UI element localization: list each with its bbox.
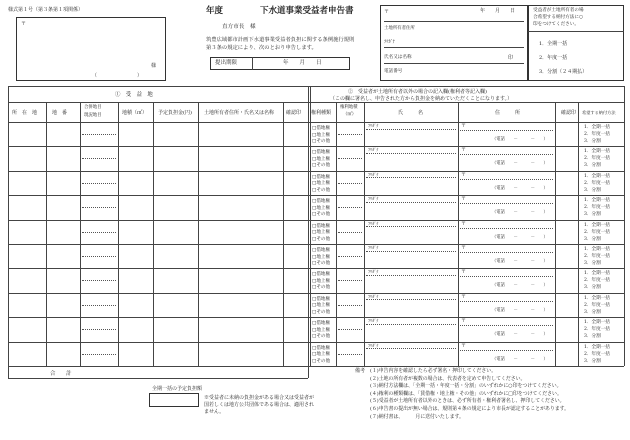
- col-location: 所 在 地: [12, 110, 38, 116]
- row-payment-option-1[interactable]: 1．全期一括: [584, 125, 610, 130]
- right-type-surface-checkbox[interactable]: □地上権: [312, 278, 331, 284]
- form-number: 様式第１号（第３条第１項関係）: [8, 7, 84, 13]
- row-payment-option-1[interactable]: 1．全期一括: [584, 295, 610, 301]
- col-area: 地積（㎡）: [122, 110, 148, 116]
- bulk-note-1: ※受益者に未納の負担金がある場合又は受益者が: [204, 395, 315, 401]
- row-payment-option-1[interactable]: 1．全期一括: [584, 198, 610, 204]
- right-type-other-checkbox[interactable]: □その他: [312, 212, 331, 218]
- row-postal-mark: 〒: [461, 342, 467, 349]
- table-row[interactable]: [8, 171, 624, 172]
- right-type-surface-checkbox[interactable]: □地上権: [312, 132, 331, 138]
- row-payment-option-3[interactable]: 3．分割: [584, 261, 601, 266]
- right-type-leasehold-checkbox[interactable]: □借地権: [312, 272, 331, 278]
- right-type-surface-checkbox[interactable]: □地上権: [312, 303, 331, 309]
- name-label: 氏名又は名称: [384, 55, 412, 60]
- note-line: (５)受益者が土地所有者以外のときは、必ず所有者・権利者署名し、押印してください。: [370, 398, 565, 405]
- row-furigana[interactable]: ﾌﾘｶﾞﾅ: [368, 220, 379, 226]
- right-type-leasehold-checkbox[interactable]: □借地権: [312, 321, 331, 327]
- table-row[interactable]: [8, 317, 624, 318]
- address-honorific: 様: [151, 63, 157, 69]
- right-type-leasehold-checkbox[interactable]: □借地権: [312, 345, 331, 351]
- note-line: (４)権利の種類欄は、「賃借権・地上権・その他」のいずれかに□印をつけてください。: [370, 390, 562, 397]
- owner-address-label: 土地所有者住所: [384, 26, 415, 31]
- title-year: 年度: [206, 6, 224, 16]
- row-phone[interactable]: （電話 － － ）: [492, 283, 548, 289]
- row-payment-option-2[interactable]: 2．年度一括: [584, 254, 610, 259]
- row-postal-mark: 〒: [461, 171, 467, 178]
- right-type-leasehold-checkbox[interactable]: □借地権: [312, 174, 331, 180]
- note-line: (３)納付方法欄は、「全期一括・年度一括・分割」のいずれかに○印をつけてください。: [370, 383, 562, 390]
- totals-label: 合 計: [50, 371, 72, 377]
- right-type-leasehold-checkbox[interactable]: □借地権: [312, 199, 331, 205]
- body-line-2: 第３条の規定により、次のとおり申告します。: [206, 45, 317, 51]
- right-type-surface-checkbox[interactable]: □地上権: [312, 230, 331, 236]
- right-type-leasehold-checkbox[interactable]: □借地権: [312, 126, 331, 131]
- applicant-postal-mark: 〒: [384, 9, 390, 15]
- row-postal-mark: 〒: [461, 318, 467, 325]
- row-furigana[interactable]: ﾌﾘｶﾞﾅ: [368, 342, 379, 348]
- row-payment-option-1[interactable]: 1．全期一括: [584, 149, 610, 155]
- payment-note-3: 印をつけてください。: [533, 22, 579, 27]
- row-payment-option-1[interactable]: 1．全期一括: [584, 222, 610, 228]
- col-owner: 土地所有者住所・氏名又は名称: [204, 110, 275, 116]
- deadline-label: 提出期限: [215, 60, 238, 66]
- row-phone[interactable]: （電話 － － ）: [492, 234, 548, 240]
- row-payment-option-2[interactable]: 2．年度一括: [584, 229, 610, 235]
- right-type-other-checkbox[interactable]: □その他: [312, 309, 331, 315]
- address-postal-mark: 〒: [21, 21, 27, 27]
- table-row[interactable]: [8, 146, 624, 147]
- form-title: 下水道事業受益者申告書: [260, 6, 354, 16]
- row-payment-option-2[interactable]: 2．年度一括: [584, 278, 610, 284]
- table-row[interactable]: [8, 244, 624, 245]
- col-planned-charge: 予定負担金(円): [158, 110, 192, 116]
- table-row[interactable]: [8, 268, 624, 269]
- bulk-note-3: ません。: [204, 409, 225, 415]
- col-land-new: 現況地目: [84, 113, 102, 118]
- row-payment-option-3[interactable]: 3．分割: [584, 236, 601, 242]
- row-furigana[interactable]: ﾌﾘｶﾞﾅ: [368, 269, 379, 275]
- row-payment-option-2[interactable]: 2．年度一括: [584, 132, 610, 137]
- row-payment-option-3[interactable]: 3．分割: [584, 285, 601, 291]
- right-type-surface-checkbox[interactable]: □地上権: [312, 254, 331, 260]
- row-furigana[interactable]: ﾌﾘｶﾞﾅ: [368, 245, 379, 250]
- row-furigana[interactable]: ﾌﾘｶﾞﾅ: [368, 123, 379, 128]
- right-type-leasehold-checkbox[interactable]: □借地権: [312, 223, 331, 229]
- row-furigana[interactable]: ﾌﾘｶﾞﾅ: [368, 171, 379, 177]
- section1-header: ① 受 益 地: [115, 92, 153, 98]
- right-type-surface-checkbox[interactable]: □地上権: [312, 352, 331, 358]
- payment-option-2[interactable]: 2．年度一括: [539, 55, 568, 61]
- col-payment: 希望する納付方法: [582, 110, 616, 115]
- note-line: (２)土地の所有者が複数の場合は、代表者を定めて申告してください。: [370, 375, 526, 382]
- applicant-furigana[interactable]: ﾌﾘｶﾞﾅ: [384, 40, 395, 45]
- row-phone[interactable]: （電話 － － ）: [492, 185, 548, 191]
- right-type-other-checkbox[interactable]: □その他: [312, 334, 331, 340]
- col-right-area-2: （㎡）: [343, 112, 357, 117]
- note-line: (１)申告内容を確認したら必ず署名・押印してください。: [370, 368, 497, 374]
- table-row[interactable]: [8, 342, 624, 343]
- row-postal-mark: 〒: [461, 293, 467, 300]
- row-postal-mark: 〒: [461, 245, 467, 251]
- right-type-other-checkbox[interactable]: □その他: [312, 358, 331, 364]
- row-furigana[interactable]: ﾌﾘｶﾞﾅ: [368, 196, 379, 202]
- row-payment-option-2[interactable]: 2．年度一括: [584, 156, 610, 162]
- col-name: 氏 名: [398, 110, 424, 116]
- table-row[interactable]: [8, 293, 624, 294]
- row-phone[interactable]: （電話 － － ）: [492, 161, 548, 167]
- table-row[interactable]: [8, 220, 624, 221]
- right-type-other-checkbox[interactable]: □その他: [312, 236, 331, 242]
- application-date[interactable]: 年 月 日: [480, 8, 516, 14]
- address-paren: （ ）: [92, 73, 143, 79]
- row-payment-option-3[interactable]: 3．分割: [584, 358, 601, 364]
- row-payment-option-1[interactable]: 1．全期一括: [584, 320, 610, 326]
- note-line: (６)申告書の提出が無い場合は、規則第４条の規定により市長が認定することがあります。: [370, 406, 570, 412]
- notes-heading: 備考: [355, 368, 366, 374]
- col-row-confirm: 確認印: [561, 110, 577, 116]
- row-payment-option-3[interactable]: 3．分割: [584, 139, 601, 144]
- bulk-label: 全期一括の予定負担額: [152, 386, 203, 392]
- row-furigana[interactable]: ﾌﾘｶﾞﾅ: [368, 147, 379, 153]
- right-type-leasehold-checkbox[interactable]: □借地権: [312, 296, 331, 302]
- row-furigana[interactable]: ﾌﾘｶﾞﾅ: [368, 293, 379, 299]
- payment-note-2: 合希望する納付方法に○: [533, 15, 583, 20]
- row-payment-option-2[interactable]: 2．年度一括: [584, 351, 610, 357]
- right-type-leasehold-checkbox[interactable]: □借地権: [312, 248, 331, 253]
- right-type-other-checkbox[interactable]: □その他: [312, 187, 331, 193]
- row-furigana[interactable]: ﾌﾘｶﾞﾅ: [368, 318, 379, 324]
- row-payment-option-1[interactable]: 1．全期一括: [584, 344, 610, 350]
- bulk-note-2: 国若しくは地方公共団体である場合は、適用され: [204, 402, 315, 408]
- right-type-other-checkbox[interactable]: □その他: [312, 261, 331, 266]
- row-phone[interactable]: （電話 － － ）: [492, 210, 548, 216]
- right-type-leasehold-checkbox[interactable]: □借地権: [312, 150, 331, 156]
- row-phone[interactable]: （電話 － － ）: [492, 332, 548, 338]
- payment-note-1: 受益者が土地所有者の場: [533, 8, 584, 13]
- row-postal-mark: 〒: [461, 147, 467, 154]
- row-payment-option-3[interactable]: 3．分割: [584, 334, 601, 340]
- deadline-date[interactable]: 年 月 日: [283, 60, 322, 66]
- row-payment-option-3[interactable]: 3．分割: [584, 309, 601, 315]
- seal-mark: 印: [508, 55, 514, 61]
- payment-option-3[interactable]: 3．分割（２４期払）: [539, 69, 588, 75]
- row-phone[interactable]: （電話 － － ）: [492, 137, 548, 142]
- row-payment-option-3[interactable]: 3．分割: [584, 163, 601, 169]
- right-type-surface-checkbox[interactable]: □地上権: [312, 327, 331, 333]
- body-line-1: 筑豊広域都市計画下水道事業受益者負担に関する条例施行規則: [206, 37, 355, 43]
- row-postal-mark: 〒: [461, 196, 467, 203]
- row-payment-option-2[interactable]: 2．年度一括: [584, 180, 610, 186]
- col-right-area-1: 権利地積: [340, 105, 358, 110]
- addressee: 直方市長 様: [222, 24, 256, 30]
- col-confirm: 確認印: [286, 110, 302, 116]
- col-lot: 地 番: [52, 110, 68, 116]
- row-payment-option-2[interactable]: 2．年度一括: [584, 327, 610, 333]
- col-right-type: 権利種類: [311, 110, 332, 116]
- section2-header: ② 受益者が土地所有者以外の場合の記入欄(権利者等記入欄): [348, 89, 487, 95]
- row-payment-option-2[interactable]: 2．年度一括: [584, 302, 610, 308]
- row-payment-option-1[interactable]: 1．全期一括: [584, 173, 610, 179]
- row-phone[interactable]: （電話 － － ）: [492, 356, 548, 362]
- row-payment-option-3[interactable]: 3．分割: [584, 187, 601, 193]
- right-type-other-checkbox[interactable]: □その他: [312, 285, 331, 291]
- row-postal-mark: 〒: [461, 220, 467, 227]
- section2-subheader: （この欄に署名し、申告された方から負担金を納めていただくことになります。）: [330, 96, 513, 102]
- phone-label: 電話番号: [384, 69, 403, 74]
- col-land-old: 合併地目: [84, 105, 102, 110]
- right-type-surface-checkbox[interactable]: □地上権: [312, 205, 331, 211]
- row-payment-option-1[interactable]: 1．全期一括: [584, 271, 610, 277]
- right-type-surface-checkbox[interactable]: □地上権: [312, 156, 331, 162]
- right-type-other-checkbox[interactable]: □その他: [312, 139, 331, 144]
- note-line: (７)納付書は、 月に送付いたします。: [370, 413, 464, 420]
- table-row[interactable]: [8, 195, 624, 196]
- row-payment-option-2[interactable]: 2．年度一括: [584, 205, 610, 211]
- row-postal-mark: 〒: [461, 123, 467, 129]
- right-type-surface-checkbox[interactable]: □地上権: [312, 181, 331, 187]
- bulk-amount-field[interactable]: [149, 393, 199, 407]
- row-payment-option-1[interactable]: 1．全期一括: [584, 247, 610, 252]
- row-postal-mark: 〒: [461, 269, 467, 276]
- table-row[interactable]: [8, 366, 308, 367]
- row-phone[interactable]: （電話 － － ）: [492, 259, 548, 264]
- right-type-other-checkbox[interactable]: □その他: [312, 163, 331, 169]
- payment-option-1[interactable]: 1．全期一括: [539, 41, 568, 47]
- row-phone[interactable]: （電話 － － ）: [492, 307, 548, 313]
- col-address: 住 所: [495, 110, 521, 116]
- row-payment-option-3[interactable]: 3．分割: [584, 212, 601, 218]
